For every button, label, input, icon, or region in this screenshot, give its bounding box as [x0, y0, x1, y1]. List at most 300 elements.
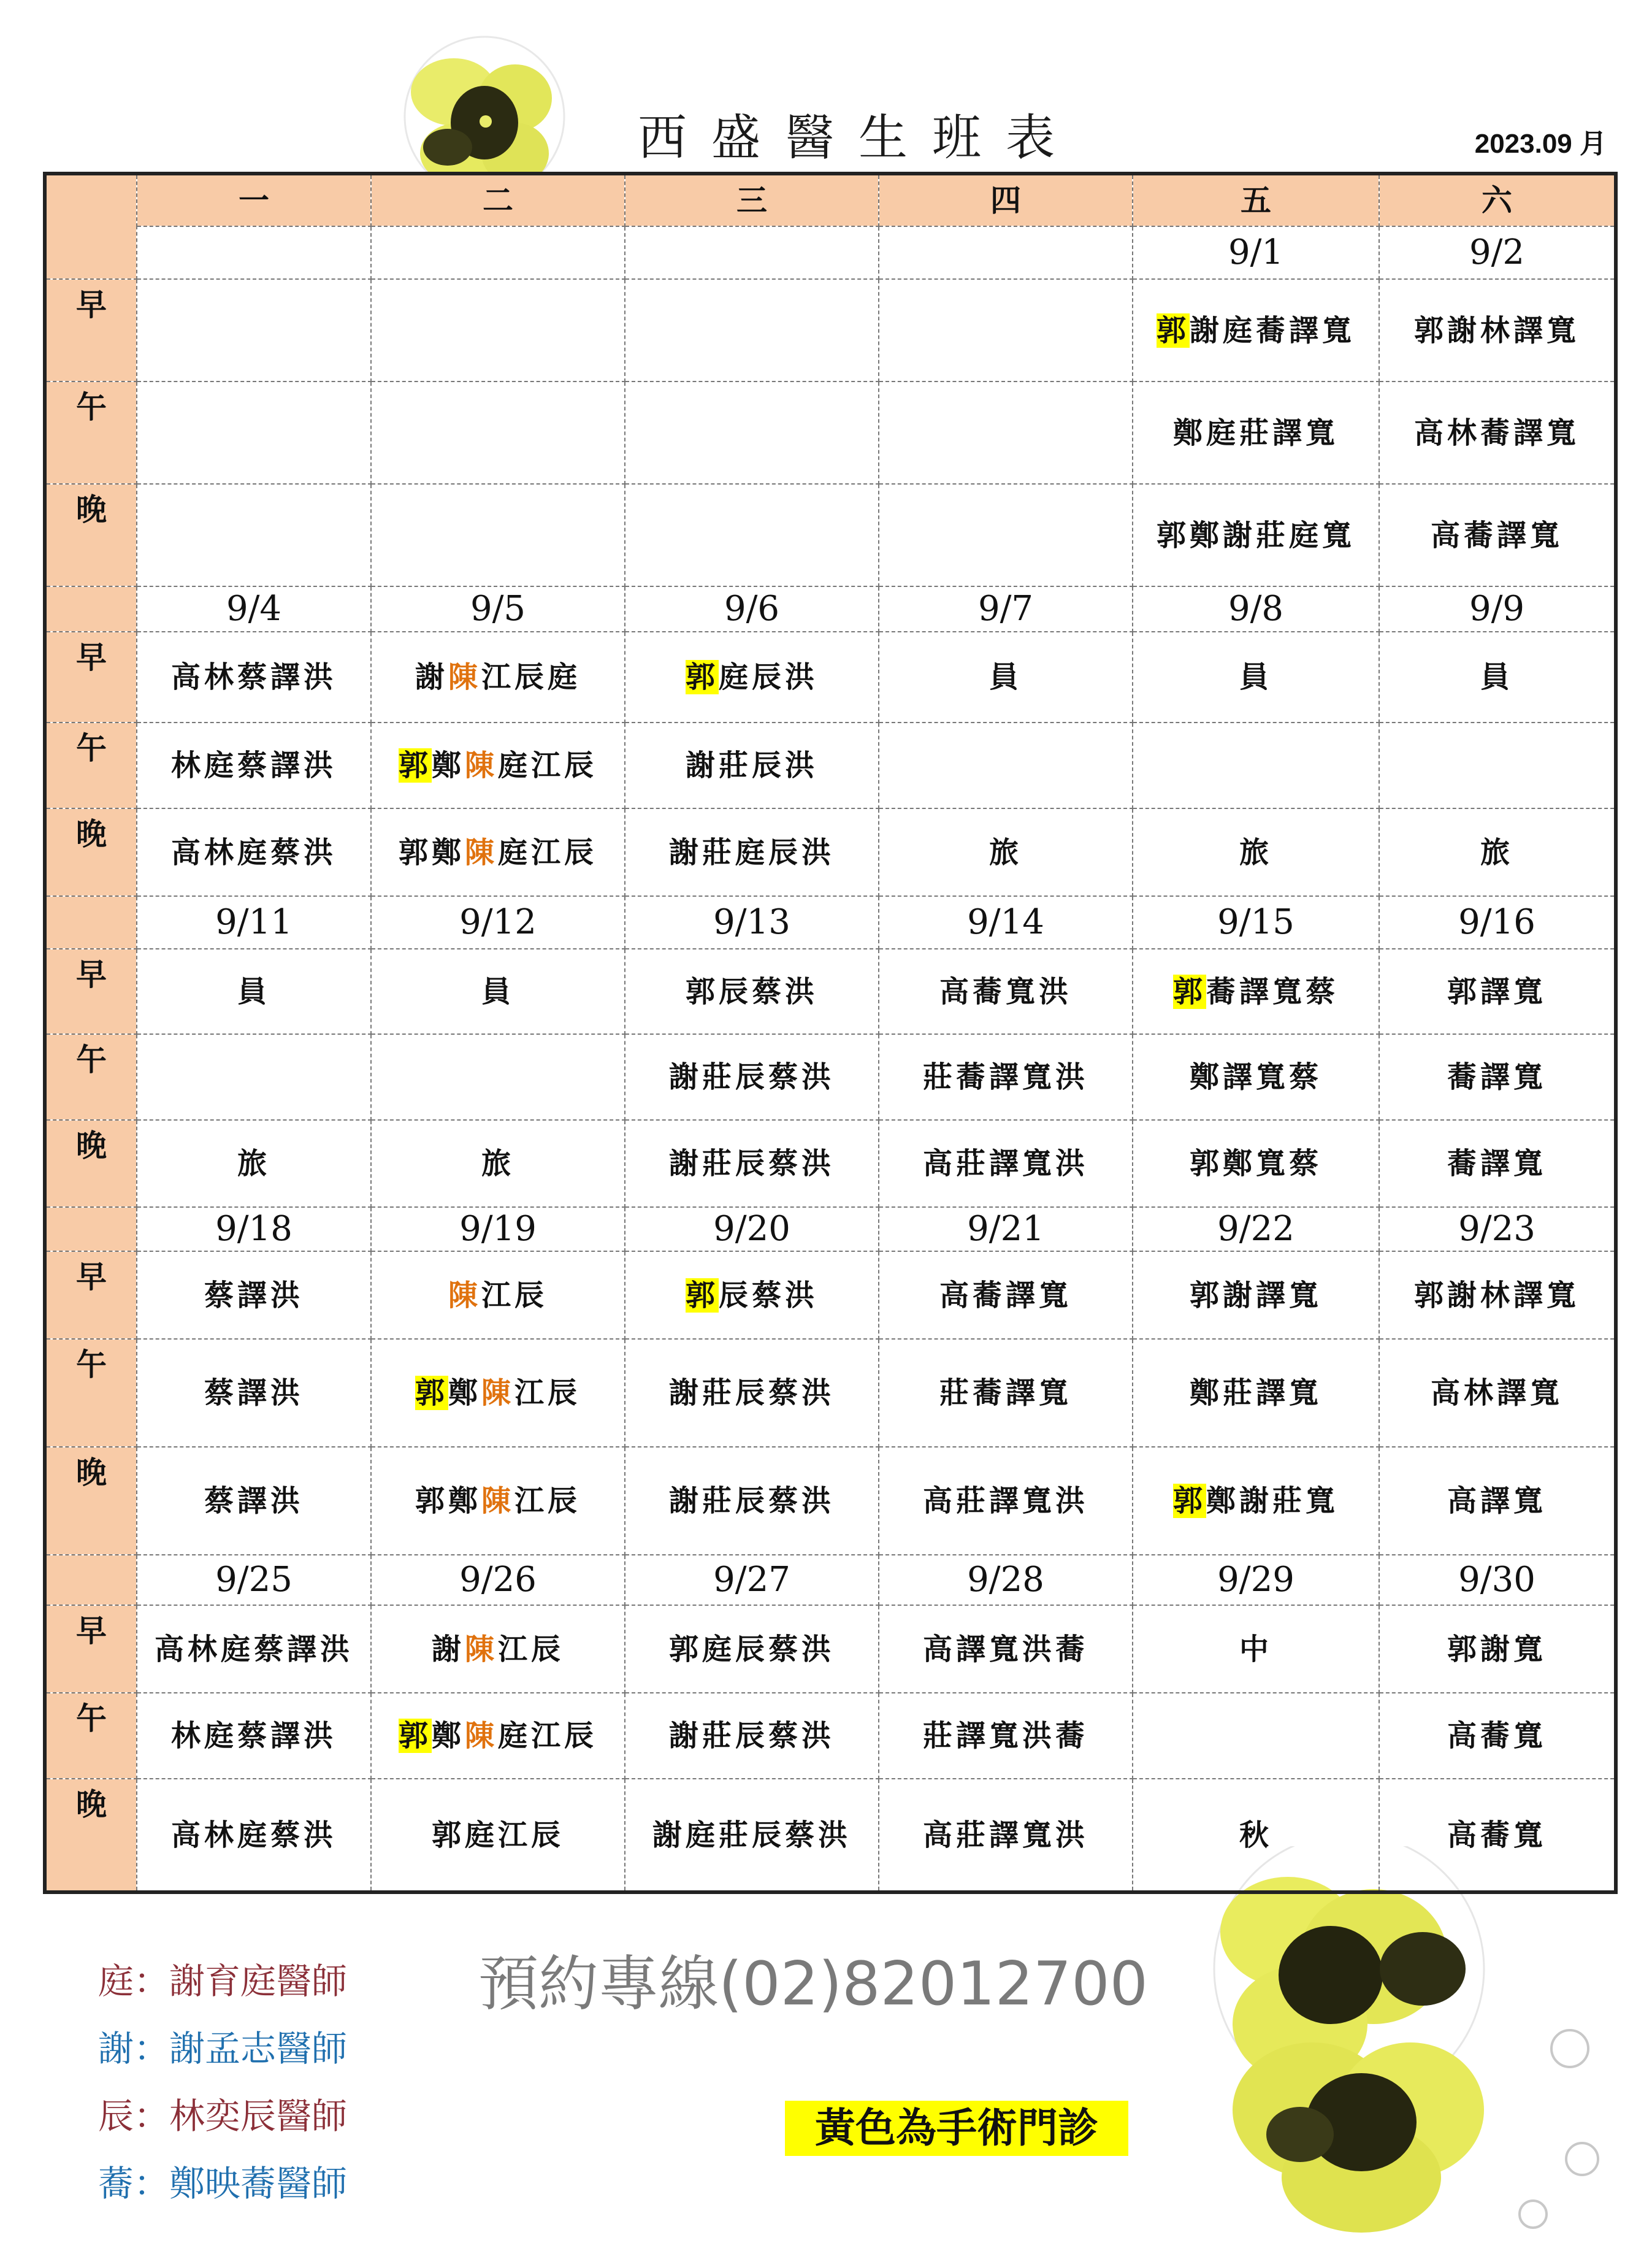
doctor-code: 洪: [801, 1632, 835, 1666]
shift-cell: [879, 1034, 1133, 1120]
shift-cell: [879, 1120, 1133, 1207]
doctor-code: 高: [922, 1484, 956, 1518]
shift-cell: [137, 1693, 371, 1779]
doctor-code: 寬: [1322, 518, 1356, 553]
shift-label: 午: [45, 382, 137, 484]
month-label: 2023.09 月: [1474, 129, 1607, 159]
shift-cell: [625, 808, 879, 896]
shift-cell: [879, 382, 1133, 484]
date-row-label: [45, 1555, 137, 1605]
doctor-code: 旅: [237, 1146, 270, 1181]
date-cell: [371, 226, 625, 279]
doctor-code: 庭: [498, 835, 532, 870]
surgery-highlight: 郭: [1172, 1484, 1206, 1518]
doctor-code: 蕎: [1480, 415, 1513, 450]
weekday-header: 五: [1133, 174, 1379, 226]
doctor-code: 高: [1430, 1376, 1464, 1410]
doctor-code: 寬: [1272, 974, 1306, 1009]
doctor-code: 高: [170, 835, 204, 870]
legend-item: [98, 2024, 442, 2073]
doctor-code: 寬: [1039, 1278, 1073, 1313]
doctor-code: 寬: [989, 1719, 1022, 1753]
shift-cell: [1133, 632, 1379, 723]
doctor-code: 謝: [1222, 1278, 1256, 1313]
date-cell: 9/15: [1133, 896, 1379, 949]
shift-cell: [625, 1779, 879, 1892]
doctor-code: 莊: [1272, 1484, 1306, 1518]
doctor-code: 洪: [785, 1278, 819, 1313]
shift-cell: [1133, 723, 1379, 808]
doctor-code: 辰: [735, 1376, 768, 1410]
doctor-code: 謝: [668, 1060, 702, 1094]
doctor-code: 洪: [801, 1060, 835, 1094]
shift-cell: [625, 723, 879, 808]
doctor-code: 鄭: [1189, 1060, 1223, 1094]
shift-cell: [625, 1447, 879, 1555]
doctor-code: 高: [922, 1632, 956, 1666]
doctor-code: 莊: [939, 1376, 973, 1410]
legend-item: [98, 2092, 442, 2141]
doctor-code: 鄭: [431, 748, 465, 783]
doctor-code: 寬: [1530, 1376, 1564, 1410]
doctor-code: 鄭: [431, 1719, 465, 1753]
doctor-code: 蔡: [254, 1632, 288, 1666]
doctor-code: 林: [204, 1817, 237, 1852]
corner-cell: [45, 174, 137, 279]
doctor-code: 寬: [1513, 974, 1547, 1009]
doctor-code: 譯: [270, 748, 304, 783]
shift-cell: [625, 484, 879, 586]
doctor-code: 鄭: [1189, 518, 1223, 553]
doctor-code: 庭: [204, 1719, 237, 1753]
doctor-code: 謝: [668, 1484, 702, 1518]
shift-cell: [1379, 279, 1616, 382]
doctor-code: 辰: [514, 1278, 548, 1313]
doctor-code: 蕎: [1447, 1060, 1480, 1094]
doctor-code: 蔡: [237, 660, 270, 694]
doctor-code: 寬: [1547, 313, 1580, 348]
shift-cell: [371, 1779, 625, 1892]
doctor-code: 洪: [320, 1632, 354, 1666]
doctor-code: 庭: [702, 1632, 735, 1666]
shift-cell: [625, 632, 879, 723]
shift-cell: [137, 382, 371, 484]
doctor-code: 譯: [1256, 1376, 1290, 1410]
doctor-code: 江: [498, 1632, 532, 1666]
doctor-code: 謝: [668, 835, 702, 870]
doctor-code: 高: [154, 1632, 188, 1666]
shift-label: 晚: [45, 1779, 137, 1892]
doctor-code: 員: [1239, 660, 1272, 694]
doctor-code: 寬: [1547, 415, 1580, 450]
shift-cell: [371, 1605, 625, 1693]
shift-cell: [879, 723, 1133, 808]
doctor-code: 洪: [1055, 1817, 1089, 1852]
doctor-code: 洪: [304, 1719, 337, 1753]
doctor-code: 蕎: [1256, 313, 1290, 348]
shift-cell: [137, 949, 371, 1034]
shift-cell: [1379, 949, 1616, 1034]
shift-cell: [879, 1251, 1133, 1339]
doctor-code: 莊: [1222, 1376, 1256, 1410]
doctor-code: 庭: [237, 1817, 270, 1852]
doctor-code: 庭: [1222, 313, 1256, 348]
doctor-code: 蕎: [972, 1278, 1006, 1313]
shift-cell: [137, 1605, 371, 1693]
doctor-code: 譯: [1513, 415, 1547, 450]
shift-cell: [371, 1339, 625, 1447]
doctor-code: 郭: [1447, 1632, 1480, 1666]
date-cell: 9/25: [137, 1555, 371, 1605]
doctor-code: 寬: [1022, 1146, 1056, 1181]
doctor-code: 寬: [1022, 1817, 1056, 1852]
doctor-code: 莊: [955, 1817, 989, 1852]
doctor-code: 謝: [668, 1719, 702, 1753]
doctor-code: 蕎: [1463, 518, 1497, 553]
doctor-code: 鄭: [448, 1376, 481, 1410]
doctor-code: 譯: [237, 1278, 270, 1313]
shift-cell: [879, 632, 1133, 723]
doctor-code: 蔡: [785, 1817, 819, 1852]
doctor-code: 洪: [801, 1719, 835, 1753]
shift-cell: [137, 723, 371, 808]
date-cell: 9/20: [625, 1207, 879, 1251]
doctor-code: 辰: [735, 1484, 768, 1518]
shift-cell: [137, 279, 371, 382]
shift-cell: [371, 382, 625, 484]
doctor-code: 蕎: [972, 974, 1006, 1009]
shift-cell: [371, 1251, 625, 1339]
doctor-code: 寬: [1513, 1632, 1547, 1666]
shift-label: 早: [45, 279, 137, 382]
legend-doctor-name: 鄭映蕎醫師: [169, 2163, 348, 2204]
shift-cell: [371, 723, 625, 808]
date-cell: 9/5: [371, 586, 625, 632]
doctor-code: 寬: [1306, 1484, 1339, 1518]
shift-cell: [1379, 1447, 1616, 1555]
date-cell: 9/21: [879, 1207, 1133, 1251]
shift-cell: [1379, 1605, 1616, 1693]
doctor-code: 洪: [270, 1484, 304, 1518]
doctor-code: 寬: [1513, 1146, 1547, 1181]
shift-cell: [879, 949, 1133, 1034]
shift-cell: [625, 279, 879, 382]
surgery-highlight: 郭: [398, 748, 432, 783]
date-row-label: [45, 1207, 137, 1251]
shift-cell: [879, 808, 1133, 896]
doctor-code: 洪: [818, 1817, 852, 1852]
doctor-code: 辰: [752, 660, 786, 694]
shift-cell: [137, 1339, 371, 1447]
doctor-code: 高: [939, 1278, 973, 1313]
doctor-code: 蔡: [768, 1719, 802, 1753]
doctor-code: 謝: [668, 1146, 702, 1181]
legend-doctor-name: 林奕辰醫師: [169, 2095, 348, 2137]
doctor-code: 洪: [1022, 1719, 1056, 1753]
shift-cell: [371, 808, 625, 896]
doctor-code: 洪: [801, 1146, 835, 1181]
date-cell: 9/30: [1379, 1555, 1616, 1605]
doctor-code: 莊: [702, 1719, 735, 1753]
doctor-code: 莊: [702, 835, 735, 870]
doctor-code: 庭: [204, 748, 237, 783]
shift-cell: [1379, 382, 1616, 484]
doctor-code: 郭: [1189, 1278, 1223, 1313]
doctor-code: 蔡: [270, 1817, 304, 1852]
date-row-label: [45, 896, 137, 949]
doctor-code: 寬: [1513, 1060, 1547, 1094]
date-cell: 9/12: [371, 896, 625, 949]
shift-cell: [137, 1779, 371, 1892]
doctor-code: 鄭: [1189, 1376, 1223, 1410]
doctor-code: 譯: [1256, 1278, 1290, 1313]
doctor-code: 蕎: [1055, 1632, 1089, 1666]
doctor-code: 蔡: [1289, 1060, 1323, 1094]
shift-cell: [1379, 632, 1616, 723]
doctor-code: 莊: [955, 1146, 989, 1181]
doctor-code: 江: [514, 1484, 548, 1518]
doctor-code: 郭: [1447, 974, 1480, 1009]
shift-cell: [137, 1120, 371, 1207]
date-cell: [137, 226, 371, 279]
doctor-code: 洪: [1039, 974, 1073, 1009]
legend-key: 辰: [98, 2095, 134, 2137]
shift-cell: [625, 1120, 879, 1207]
doctor-code: 高: [922, 1817, 956, 1852]
doctor-code: 林: [1447, 415, 1480, 450]
doctor-code: 高: [922, 1146, 956, 1181]
doctor-code: 鄭: [448, 1484, 481, 1518]
doctor-code: 江: [531, 748, 565, 783]
doctor-code: 莊: [702, 1146, 735, 1181]
doctor-chen-mark: 陳: [448, 660, 481, 694]
date-cell: 9/29: [1133, 1555, 1379, 1605]
shift-cell: [1379, 1339, 1616, 1447]
doctor-code: 郭: [431, 1817, 465, 1852]
doctor-code: 謝: [1239, 1484, 1272, 1518]
doctor-code: 蔡: [768, 1484, 802, 1518]
doctor-code: 中: [1239, 1632, 1272, 1666]
doctor-code: 辰: [531, 1632, 565, 1666]
date-cell: 9/8: [1133, 586, 1379, 632]
doctor-code: 郭: [1413, 1278, 1447, 1313]
doctor-code: 莊: [702, 1060, 735, 1094]
shift-cell: [137, 484, 371, 586]
shift-cell: [625, 382, 879, 484]
shift-label: 早: [45, 1251, 137, 1339]
shift-cell: [1379, 1779, 1616, 1892]
shift-label: 晚: [45, 484, 137, 586]
doctor-code: 辰: [735, 1060, 768, 1094]
doctor-code: 江: [481, 660, 514, 694]
doctor-code: 員: [237, 974, 270, 1009]
shift-cell: [1133, 1251, 1379, 1339]
doctor-code: 洪: [1055, 1146, 1089, 1181]
doctor-code: 寬: [1256, 1146, 1290, 1181]
doctor-code: 蕎: [955, 1060, 989, 1094]
doctor-code: 譯: [270, 1719, 304, 1753]
doctor-code: 郭: [415, 1484, 448, 1518]
shift-cell: [879, 1339, 1133, 1447]
doctor-code: 旅: [989, 835, 1022, 870]
doctor-code: 洪: [270, 1376, 304, 1410]
date-cell: 9/7: [879, 586, 1133, 632]
doctor-code: 林: [170, 748, 204, 783]
doctor-code: 譯: [1480, 1060, 1513, 1094]
doctor-code: 辰: [531, 1817, 565, 1852]
shift-label: 早: [45, 1605, 137, 1693]
doctor-code: 蕎: [1480, 1719, 1513, 1753]
doctor-code: 洪: [1022, 1632, 1056, 1666]
shift-label: 晚: [45, 1120, 137, 1207]
doctor-code: 譯: [1480, 1484, 1513, 1518]
date-cell: 9/2: [1379, 226, 1616, 279]
doctor-code: 蔡: [204, 1484, 237, 1518]
doctor-code: 寬: [1513, 1817, 1547, 1852]
doctor-code: 庭: [718, 660, 752, 694]
shift-label: 午: [45, 1034, 137, 1120]
doctor-code: 譯: [287, 1632, 321, 1666]
doctor-code: 辰: [752, 1817, 786, 1852]
doctor-code: 寬: [1530, 518, 1564, 553]
doctor-code: 鄭: [431, 835, 465, 870]
date-cell: 9/16: [1379, 896, 1616, 949]
shift-cell: [137, 632, 371, 723]
doctor-code: 譯: [1006, 1278, 1039, 1313]
weekday-header: 一: [137, 174, 371, 226]
shift-cell: [1133, 949, 1379, 1034]
shift-cell: [137, 1251, 371, 1339]
doctor-code: 洪: [801, 835, 835, 870]
date-cell: 9/4: [137, 586, 371, 632]
legend-separator: ：: [134, 1960, 170, 2002]
page-title: 西盛醫生班表: [638, 109, 1079, 166]
date-cell: [625, 226, 879, 279]
doctor-code: 高: [1447, 1817, 1480, 1852]
legend-separator: ：: [134, 2163, 170, 2204]
doctor-code: 郭: [1156, 518, 1190, 553]
shift-cell: [371, 1034, 625, 1120]
doctor-code: 辰: [768, 835, 802, 870]
shift-cell: [625, 1339, 879, 1447]
doctor-code: 寬: [1039, 1376, 1073, 1410]
doctor-code: 蔡: [768, 1376, 802, 1410]
doctor-code: 江: [531, 835, 565, 870]
shift-cell: [137, 1034, 371, 1120]
shift-label: 晚: [45, 1447, 137, 1555]
doctor-code: 高: [939, 974, 973, 1009]
shift-cell: [137, 1447, 371, 1555]
doctor-code: 寬: [1513, 1719, 1547, 1753]
doctor-code: 鄭: [1172, 415, 1206, 450]
doctor-code: 員: [989, 660, 1022, 694]
shift-cell: [371, 632, 625, 723]
shift-cell: [1133, 1693, 1379, 1779]
shift-label: 午: [45, 1693, 137, 1779]
doctor-code: 洪: [304, 748, 337, 783]
doctor-code: 蔡: [204, 1376, 237, 1410]
doctor-code: 辰: [735, 1719, 768, 1753]
doctor-code: 江: [531, 1719, 565, 1753]
doctor-code: 庭: [220, 1632, 254, 1666]
shift-cell: [1379, 1251, 1616, 1339]
doctor-code: 洪: [1055, 1484, 1089, 1518]
doctor-code: 洪: [801, 1376, 835, 1410]
date-cell: 9/6: [625, 586, 879, 632]
shift-cell: [1133, 1447, 1379, 1555]
doctor-code: 庭: [685, 1817, 719, 1852]
doctor-code: 庭: [237, 835, 270, 870]
date-cell: 9/9: [1379, 586, 1616, 632]
doctor-code: 寬: [1022, 1484, 1056, 1518]
legend-key: 庭: [98, 1960, 134, 2002]
doctor-code: 辰: [548, 1484, 581, 1518]
doctor-code: 林: [1463, 1376, 1497, 1410]
doctor-code: 洪: [1055, 1060, 1089, 1094]
doctor-code: 寬: [1289, 1376, 1323, 1410]
doctor-code: 林: [204, 660, 237, 694]
doctor-code: 林: [170, 1719, 204, 1753]
legend-separator: ：: [134, 2028, 170, 2069]
doctor-code: 鄭: [1222, 1146, 1256, 1181]
date-cell: [879, 226, 1133, 279]
doctor-code: 秋: [1239, 1817, 1272, 1852]
doctor-code: 高: [170, 660, 204, 694]
doctor-code: 郭: [668, 1632, 702, 1666]
shift-cell: [1133, 1120, 1379, 1207]
shift-label: 早: [45, 949, 137, 1034]
date-cell: 9/27: [625, 1555, 879, 1605]
doctor-code: 寬: [1006, 974, 1039, 1009]
doctor-code: 譯: [1272, 415, 1306, 450]
shift-cell: [625, 1693, 879, 1779]
shift-cell: [1133, 1779, 1379, 1892]
doctor-code: 辰: [564, 835, 598, 870]
legend-doctor-name: 謝孟志醫師: [169, 2028, 348, 2069]
shift-cell: [1379, 1120, 1616, 1207]
shift-cell: [371, 949, 625, 1034]
doctor-code: 譯: [989, 1484, 1022, 1518]
doctor-chen-mark: 陳: [464, 748, 498, 783]
doctor-code: 蔡: [1289, 1146, 1323, 1181]
shift-cell: [1379, 1693, 1616, 1779]
weekday-header: 三: [625, 174, 879, 226]
doctor-code: 謝: [1222, 518, 1256, 553]
shift-cell: [1379, 808, 1616, 896]
doctor-code: 辰: [718, 974, 752, 1009]
doctor-code: 洪: [801, 1484, 835, 1518]
doctor-code: 蕎: [1480, 1817, 1513, 1852]
shift-cell: [879, 484, 1133, 586]
doctor-code: 高: [170, 1817, 204, 1852]
doctor-code: 譯: [1497, 1376, 1531, 1410]
doctor-chen-mark: 陳: [464, 1719, 498, 1753]
doctor-chen-mark: 陳: [481, 1376, 514, 1410]
doctor-code: 蔡: [768, 1632, 802, 1666]
doctor-code: 林: [1480, 313, 1513, 348]
weekday-header: 六: [1379, 174, 1616, 226]
doctor-code: 員: [1480, 660, 1513, 694]
doctor-code: 譯: [1497, 518, 1531, 553]
doctor-code: 譯: [1222, 1060, 1256, 1094]
doctor-code: 洪: [785, 974, 819, 1009]
doctor-code: 寬: [1022, 1060, 1056, 1094]
doctor-code: 林: [204, 835, 237, 870]
flower-decoration-bottom: [1165, 1846, 1652, 2249]
shift-label: 早: [45, 632, 137, 723]
doctor-code: 寬: [989, 1632, 1022, 1666]
doctor-code: 寬: [1289, 1278, 1323, 1313]
